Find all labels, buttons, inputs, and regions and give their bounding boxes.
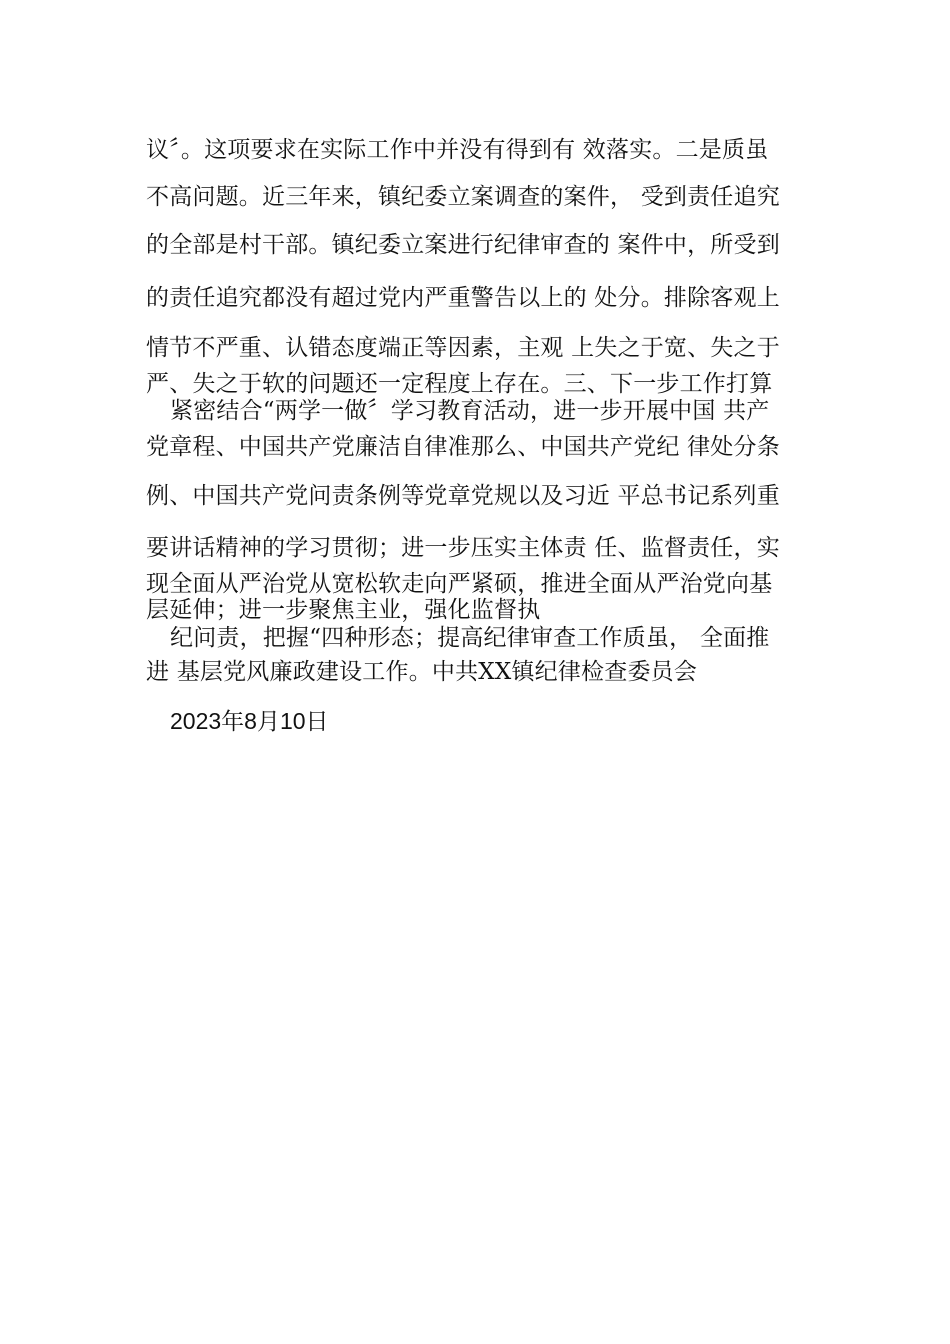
body-text-line: 现全面从严治党从宽松软走向严紧硕，推进全面从严治党向基 [146,571,773,597]
body-text-line: 不高问题。近三年来，镇纪委立案调查的案件， 受到责任追究 [146,184,780,210]
body-text-line: 议〞。这项要求在实际工作中并没有得到有 效落实。二是质虽 [146,137,769,163]
paragraph-first-line: 纪问责，把握“四种形态；提高纪律审查工作质虽， 全面推 [170,625,770,651]
body-text-line: 层延伸；进一步聚焦主业，强化监督执 [146,597,541,623]
body-text-line: 的全部是村干部。镇纪委立案进行纪律审查的 案件中，所受到 [146,232,780,258]
paragraph-first-line: 紧密结合“两学一做〞学习教育活动，进一步开展中国 共产 [170,398,770,424]
body-text-line: 例、中国共产党问责条例等党章党规以及习近 平总书记系列重 [146,483,780,509]
body-text-line: 党章程、中国共产党廉洁自律准那么、中国共产党纪 律处分条 [146,434,780,460]
body-text-line: 的责任追究都没有超过党内严重警告以上的 处分。排除客观上 [146,285,780,311]
body-text-line: 情节不严重、认错态度端正等因素，主观 上失之于宽、失之于 [146,335,780,361]
body-text-line: 严、失之于软的问题还一定程度上存在。三、下一步工作打算 [146,371,773,397]
body-text-line: 进 基层党风廉政建设工作。中共XX镇纪律检查委员会 [146,659,698,685]
body-text-line: 要讲话精神的学习贯彻；进一步压实主体责 任、监督责任，实 [146,535,780,561]
document-date: 2023年8月10日 [170,708,329,734]
